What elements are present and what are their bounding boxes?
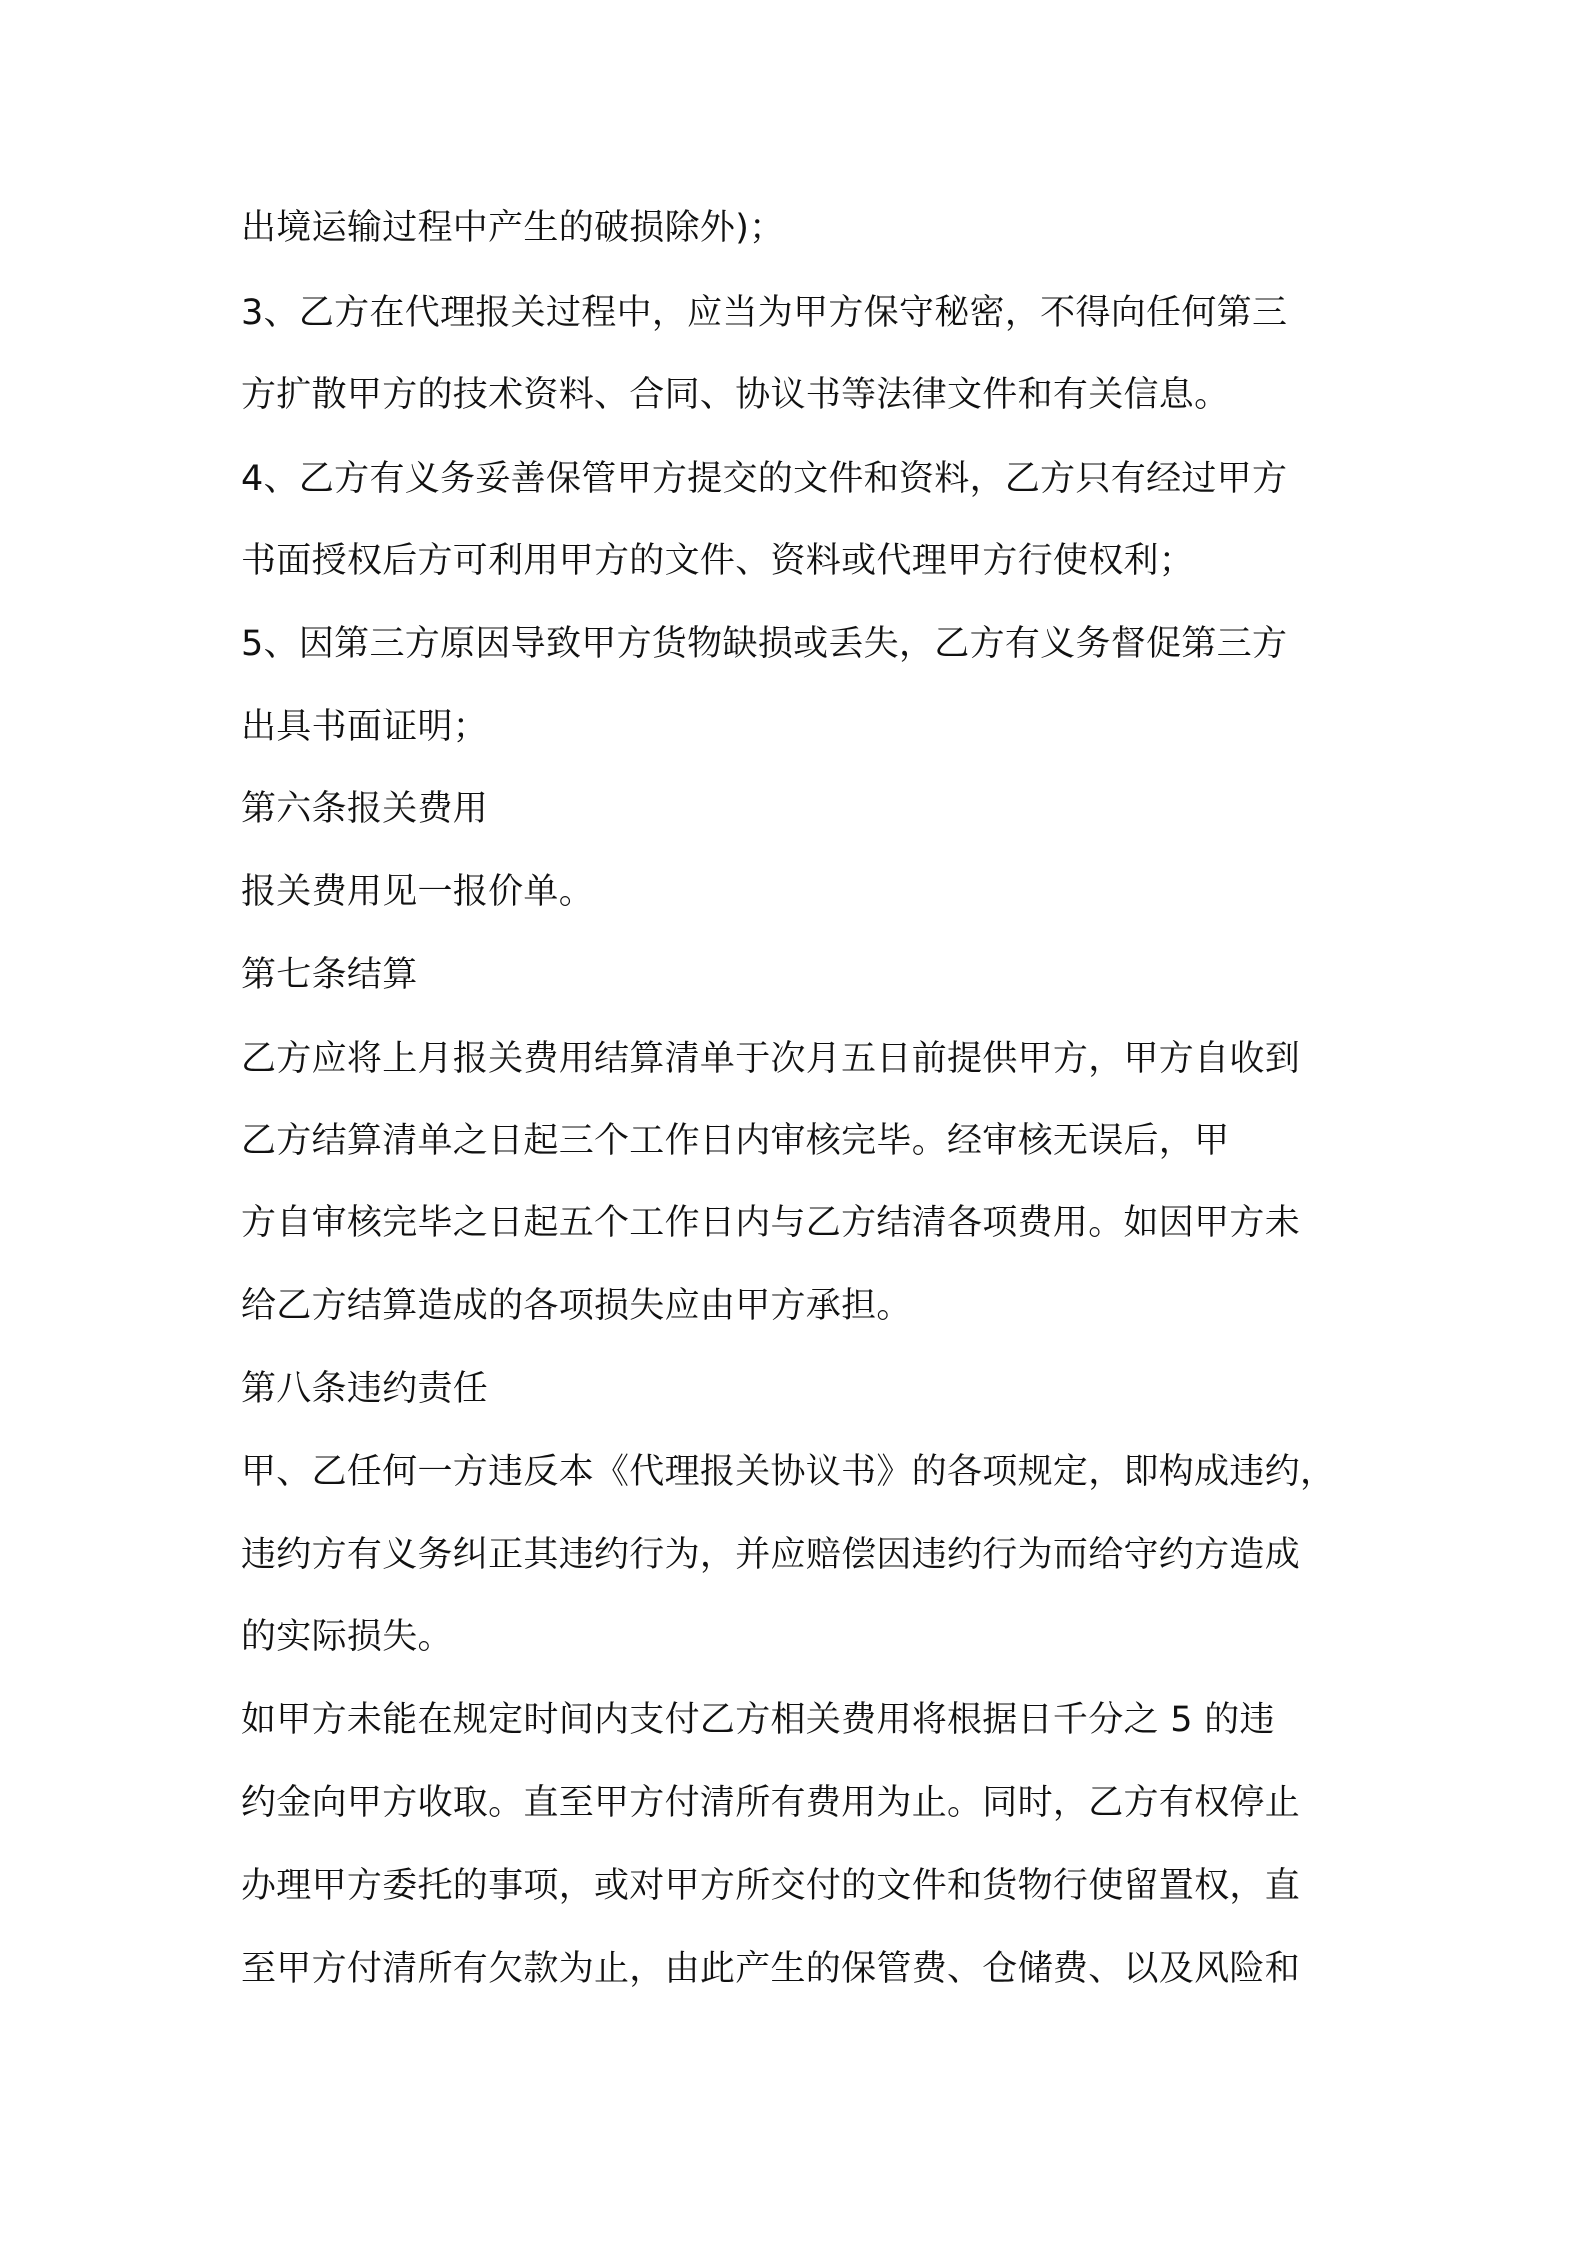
text-line: 方扩散甲方的技术资料、合同、协议书等法律文件和有关信息。 bbox=[241, 375, 1230, 415]
text-line: 5、因第三方原因导致甲方货物缺损或丢失，乙方有义务督促第三方 bbox=[241, 624, 1288, 664]
text-line: 至甲方付清所有欠款为止，由此产生的保管费、仓储费、以及风险和 bbox=[241, 1949, 1301, 1989]
text-line: 3、乙方在代理报关过程中，应当为甲方保守秘密，不得向任何第三 bbox=[241, 293, 1288, 333]
section-heading: 第八条违约责任 bbox=[241, 1369, 489, 1409]
text-line: 4、乙方有义务妥善保管甲方提交的文件和资料，乙方只有经过甲方 bbox=[241, 459, 1288, 499]
text-line: 方自审核完毕之日起五个工作日内与乙方结清各项费用。如因甲方未 bbox=[241, 1203, 1301, 1243]
text-line: 给乙方结算造成的各项损失应由甲方承担。 bbox=[241, 1286, 912, 1326]
text-line: 如甲方未能在规定时间内支付乙方相关费用将根据日千分之 5 的违 bbox=[241, 1700, 1275, 1740]
text-line: 约金向甲方收取。直至甲方付清所有费用为止。同时，乙方有权停止 bbox=[241, 1783, 1301, 1823]
text-line: 乙方应将上月报关费用结算清单于次月五日前提供甲方，甲方自收到 bbox=[241, 1039, 1301, 1079]
text-line: 违约方有义务纠正其违约行为，并应赔偿因违约行为而给守约方造成 bbox=[241, 1535, 1301, 1575]
text-line: 办理甲方委托的事项，或对甲方所交付的文件和货物行使留置权，直 bbox=[241, 1866, 1301, 1906]
text-line: 报关费用见一报价单。 bbox=[241, 872, 595, 912]
text-line: 的实际损失。 bbox=[241, 1617, 453, 1657]
text-line: 乙方结算清单之日起三个工作日内审核完毕。经审核无误后，甲 bbox=[241, 1121, 1230, 1161]
section-heading: 第七条结算 bbox=[241, 955, 418, 995]
text-line: 出境运输过程中产生的破损除外)； bbox=[241, 208, 785, 248]
section-heading: 第六条报关费用 bbox=[241, 789, 489, 829]
text-line: 书面授权后方可利用甲方的文件、资料或代理甲方行使权利； bbox=[241, 541, 1195, 581]
text-line: 甲、乙任何一方违反本《代理报关协议书》的各项规定，即构成违约， bbox=[241, 1452, 1336, 1492]
text-line: 出具书面证明； bbox=[241, 707, 489, 747]
